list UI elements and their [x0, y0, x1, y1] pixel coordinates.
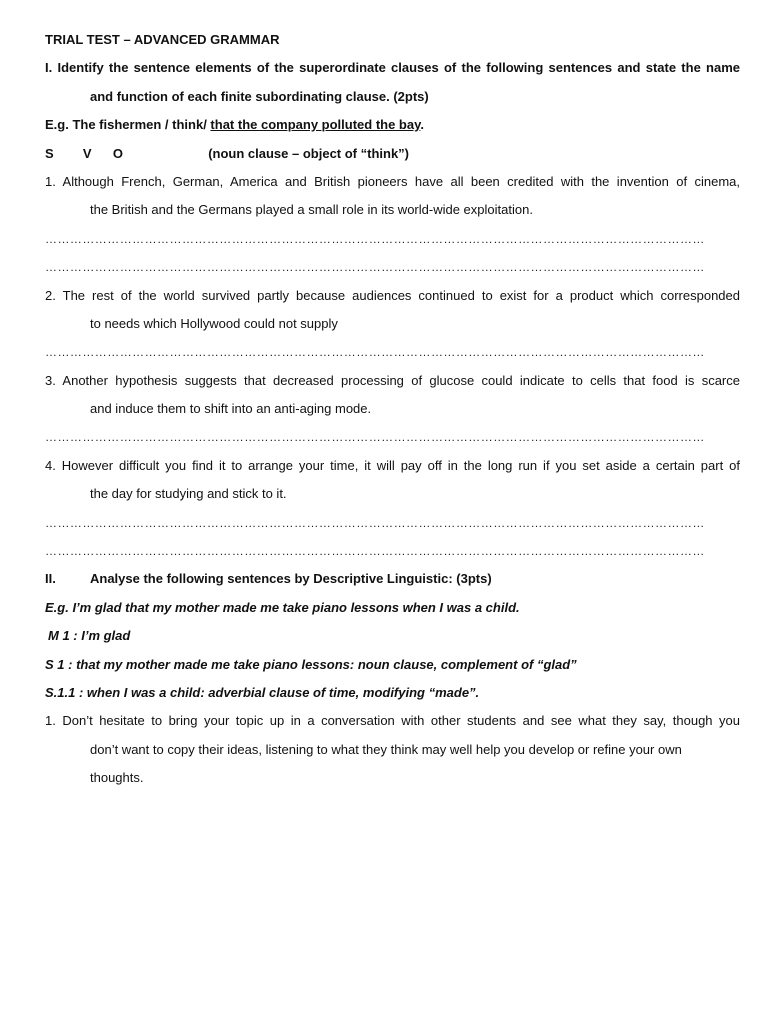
q3-answer-line-1[interactable]: …………………………………………………………………………………………………………………………………………… — [45, 430, 705, 445]
example-prefix: E.g. The fishermen / think/ — [45, 117, 211, 133]
q1-answer-line-1[interactable]: …………………………………………………………………………………………………………………………………………… — [45, 231, 705, 246]
part2-heading — [45, 565, 740, 593]
q1-line2: the British and the Germans played a small role in its world-wide exploitation. — [90, 202, 533, 218]
document-page — [45, 26, 740, 793]
example-s-label: S — [45, 145, 54, 161]
example-o-label: O — [112, 145, 123, 161]
q1-line1: 1. Although French, German, America and British pioneers have all been credited with the invention of cinema, — [45, 173, 740, 189]
q4-line1: 4. However difficult you find it to arrange your time, it will pay off in the long run if you set aside a certain part of — [45, 457, 740, 473]
example-note: (noun clause – object of “think”) — [208, 145, 410, 161]
q2-answer-line-1[interactable]: …………………………………………………………………………………………………………………………………………… — [45, 345, 705, 360]
page-title: TRIAL TEST – ADVANCED GRAMMAR — [45, 32, 280, 47]
q3-line1: 3. Another hypothesis suggests that decreased processing of glucose could indicate to cells that food is scarce — [45, 372, 740, 388]
part2-m1: M 1 : I’m glad — [48, 628, 131, 644]
part2-example: E.g. I’m glad that my mother made me take piano lessons when I was a child. — [45, 599, 520, 615]
example-underlined-clause: that the company polluted the bay — [210, 117, 421, 133]
part1-example — [45, 111, 740, 139]
q2-line2: to needs which Hollywood could not supply — [90, 315, 338, 331]
q1-answer-line-2[interactable]: …………………………………………………………………………………………………………………………………………… — [45, 260, 705, 275]
part2-q1-line1: 1. Don’t hesitate to bring your topic up in a conversation with other students and see what they say, though you — [45, 713, 740, 729]
part1-heading-line1: I. Identify the sentence elements of the superordinate clauses of the following sentences and state the name — [45, 60, 740, 76]
part2-q1-line3: thoughts. — [90, 770, 144, 786]
part2-heading-text: Analyse the following sentences by Descriptive Linguistic: (3pts) — [90, 571, 492, 587]
part2-s11: S.1.1 : when I was a child: adverbial clause of time, modifying “made”. — [45, 684, 480, 700]
q2-line1: 2. The rest of the world survived partly because audiences continued to exist for a product which corresponded — [45, 287, 740, 303]
q4-answer-line-2[interactable]: …………………………………………………………………………………………………………………………………………… — [45, 544, 705, 559]
part1-example-analysis — [45, 140, 740, 168]
q3-line2: and induce them to shift into an anti-aging mode. — [90, 401, 372, 417]
example-v-label: V — [82, 145, 92, 161]
part1-heading-line2: and function of each finite subordinating clause. (2pts) — [90, 88, 429, 104]
part2-s1: S 1 : that my mother made me take piano lessons: noun clause, complement of “glad” — [45, 656, 577, 672]
example-suffix: . — [420, 117, 424, 133]
q4-line2: the day for studying and stick to it. — [90, 486, 287, 502]
q4-answer-line-1[interactable]: …………………………………………………………………………………………………………………………………………… — [45, 515, 705, 530]
part2-q1-line2: don’t want to copy their ideas, listening to what they think may well help you develop or refine your own — [90, 741, 682, 757]
part2-label: II. — [45, 571, 56, 587]
